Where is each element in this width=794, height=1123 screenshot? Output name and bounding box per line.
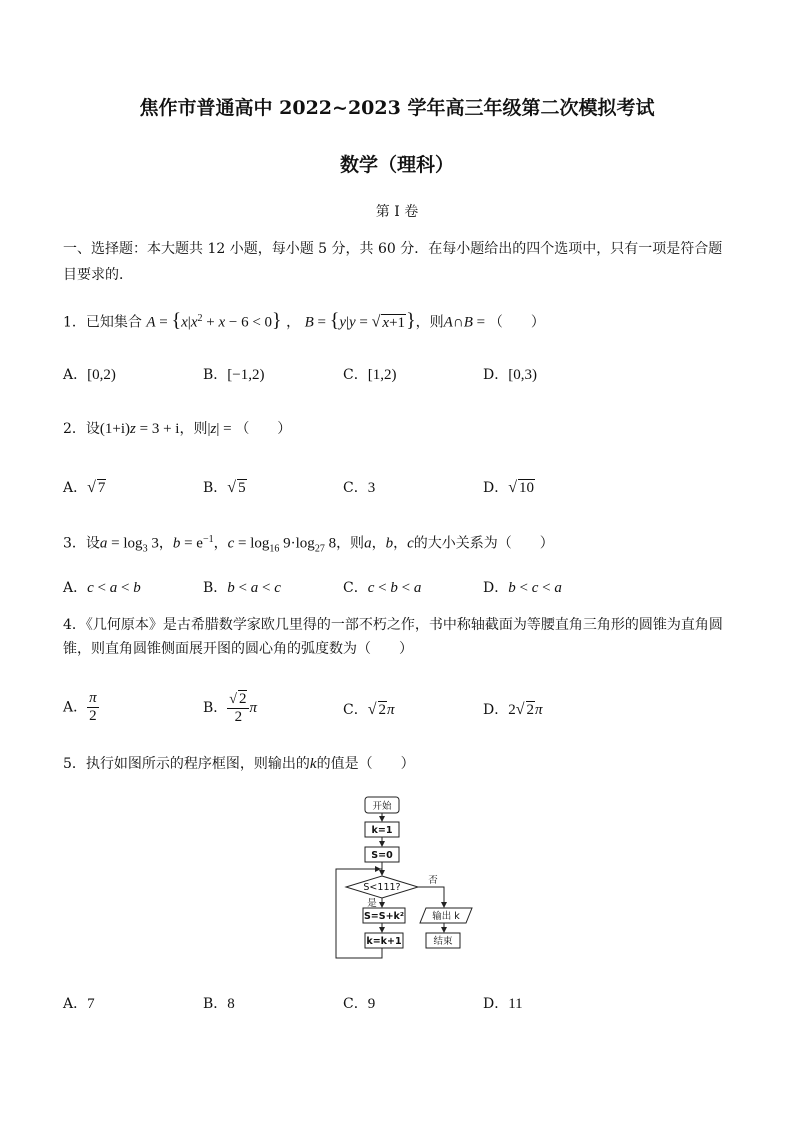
q3-option-d: D．b < c < a: [483, 580, 562, 596]
q2-option-c: C．3: [343, 480, 376, 496]
flow-yes-label: 是: [367, 898, 377, 909]
q1-option-c: C．[1,2): [343, 367, 397, 383]
q4-option-b: B． $\frac{√ 2}{2}$ π: [203, 691, 257, 725]
exam-title: 焦作市普通高中 2022~2023 学年高三年级第二次模拟考试: [139, 97, 655, 119]
q2-option-b: B．√ 5: [203, 479, 246, 496]
question-3: 3．设$a = \log_3 3$，$b = e^{-1}$，$c = \log_{16} 9\cdot\log_{27}$ 8，则a，b，c的大小关系为（ ）: [63, 534, 554, 555]
question-5: 5．执行如图所示的程序框图，则输出的k的值是（ ）: [63, 756, 415, 772]
question-4-line-1: 4．《几何原本》是古希腊数学家欧几里得的一部不朽之作，书中称轴截面为等腰直角三角形的圆锥为直角圆: [63, 617, 723, 633]
q3-option-b: B．b < a < c: [203, 580, 281, 596]
flow-end-label: 结束: [433, 936, 453, 947]
flowchart: [330, 795, 480, 963]
flow-condition-label: S<111?: [363, 882, 401, 893]
q5-option-c: C．9: [343, 996, 376, 1012]
q3-option-c: C．c < b < a: [343, 580, 422, 596]
q5-option-d: D．11: [483, 996, 523, 1012]
q4-option-a: A． $\frac{\pi}{2}$: [63, 690, 97, 724]
q1-option-b: B．[−1,2): [203, 367, 265, 383]
q3-option-a: A．c < a < b: [63, 580, 141, 596]
q1-option-d: D．[0,3): [483, 367, 537, 383]
q5-option-b: B．8: [203, 996, 235, 1012]
flow-no-label: 否: [428, 875, 438, 886]
flow-update-s-label: S=S+k²: [363, 911, 405, 922]
q2-option-d: D．√ 10: [483, 479, 535, 496]
q2-option-a: A．√ 7: [63, 479, 106, 496]
q4-option-d: D．2√ 2π: [483, 701, 543, 718]
flow-update-k-label: k=k+1: [366, 936, 402, 947]
q5-option-a: A．7: [63, 996, 95, 1012]
question-4-line-2: 锥，则直角圆锥侧面展开图的圆心角的弧度数为（ ）: [63, 641, 413, 657]
flow-k-init-label: k=1: [371, 825, 393, 836]
flow-output-label: 输出 k: [432, 911, 460, 922]
q1-option-a: A．[0,2): [63, 367, 116, 383]
exam-subtitle: 数学（理科）: [339, 154, 454, 176]
flow-start-label: 开始: [372, 801, 392, 812]
section-intro: 一、选择题：本大题共 12 小题，每小题 5 分，共 60 分．在每小题给出的四个选项中，只有一项是符合题目要求的．: [63, 241, 723, 283]
question-2: 2．设(1+i)z = 3 + i，则|z| = （ ）: [63, 421, 292, 437]
question-1: 1．已知集合 $A = \{x|x^2 + x - 6 < 0\}$ ， B = {y|y = √ x+1}，则A∩B = （ ）: [63, 309, 545, 332]
q4-option-c: C．√ 2π: [343, 701, 395, 718]
part-label: 第 I 卷: [375, 204, 419, 220]
flow-s-init-label: S=0: [371, 850, 393, 861]
